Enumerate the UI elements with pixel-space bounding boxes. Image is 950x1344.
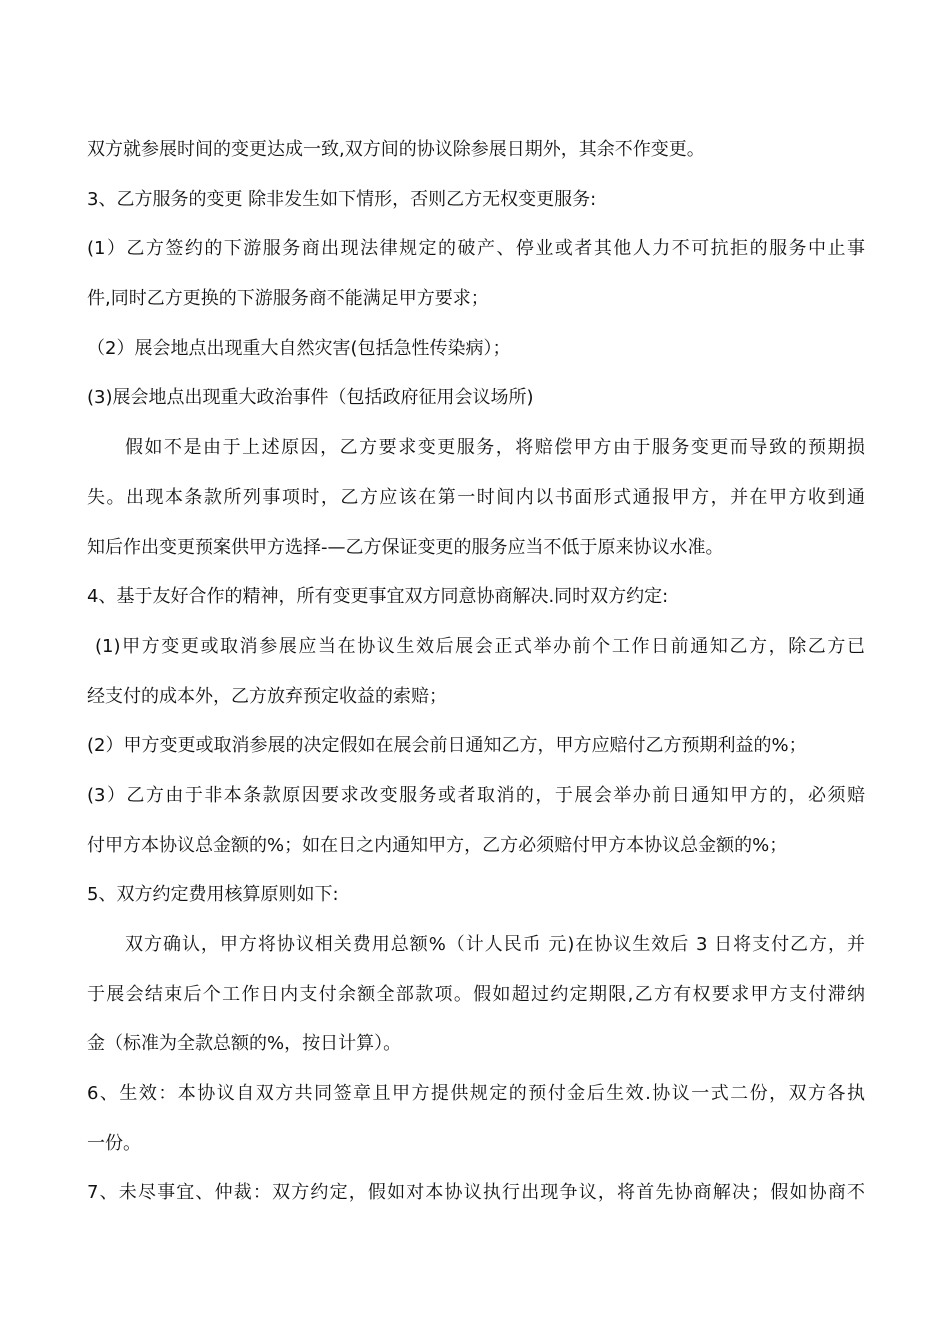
- text-line: 双方就参展时间的变更达成一致,双方间的协议除参展日期外，其余不作变更。: [87, 139, 705, 160]
- text-line: 双方确认，甲方将协议相关费用总额%（计人民币 元)在协议生效后 3 日将支付乙方，并: [125, 934, 865, 955]
- section-heading-3: 3、乙方服务的变更 除非发生如下情形，否则乙方无权变更服务:: [87, 188, 597, 210]
- text-line: 失。出现本条款所列事项时，乙方应该在第一时间内以书面形式通报甲方，并在甲方收到通: [87, 486, 865, 508]
- text-line: 件,同时乙方更换的下游服务商不能满足甲方要求；: [87, 288, 489, 310]
- text-line: 一份。: [87, 1132, 141, 1154]
- text-line: (1)甲方变更或取消参展应当在协议生效后展会正式举办前个工作日前通知乙方，除乙方已: [95, 635, 865, 657]
- text-line: （2）展会地点出现重大自然灾害(包括急性传染病）；: [87, 337, 511, 359]
- section-heading-5: 5、双方约定费用核算原则如下:: [87, 884, 339, 906]
- text-line: 知后作出变更预案供甲方选择-—乙方保证变更的服务应当不低于原来协议水准。: [87, 536, 724, 558]
- section-heading-7: 7、未尽事宜、仲裁：双方约定，假如对本协议执行出现争议，将首先协商解决；假如协商不: [87, 1182, 865, 1204]
- text-line: (3)展会地点出现重大政治事件（包括政府征用会议场所): [87, 387, 534, 409]
- text-line: 经支付的成本外，乙方放弃预定收益的索赔；: [87, 685, 447, 707]
- text-line: (1）乙方签约的下游服务商出现法律规定的破产、停业或者其他人力不可抗拒的服务中止事: [87, 238, 865, 260]
- section-heading-4: 4、基于友好合作的精神，所有变更事宜双方同意协商解决.同时双方约定:: [87, 586, 669, 608]
- text-line: 假如不是由于上述原因，乙方要求变更服务，将赔偿甲方由于服务变更而导致的预期损: [125, 437, 865, 459]
- text-line: 于展会结束后个工作日内支付余额全部款项。假如超过约定期限,乙方有权要求甲方支付滞纳: [87, 983, 865, 1005]
- text-line: 金（标准为全款总额的%，按日计算）。: [87, 1033, 402, 1055]
- text-line: 付甲方本协议总金额的%；如在日之内通知甲方，乙方必须赔付甲方本协议总金额的%；: [87, 834, 788, 856]
- section-heading-6: 6、生效：本协议自双方共同签章且甲方提供规定的预付金后生效.协议一式二份，双方各执: [87, 1083, 865, 1105]
- text-line: (3）乙方由于非本条款原因要求改变服务或者取消的，于展会举办前日通知甲方的，必须赔: [87, 784, 865, 806]
- document-body: [87, 131, 865, 1224]
- text-line: (2）甲方变更或取消参展的决定假如在展会前日通知乙方，甲方应赔付乙方预期利益的%；: [87, 735, 807, 757]
